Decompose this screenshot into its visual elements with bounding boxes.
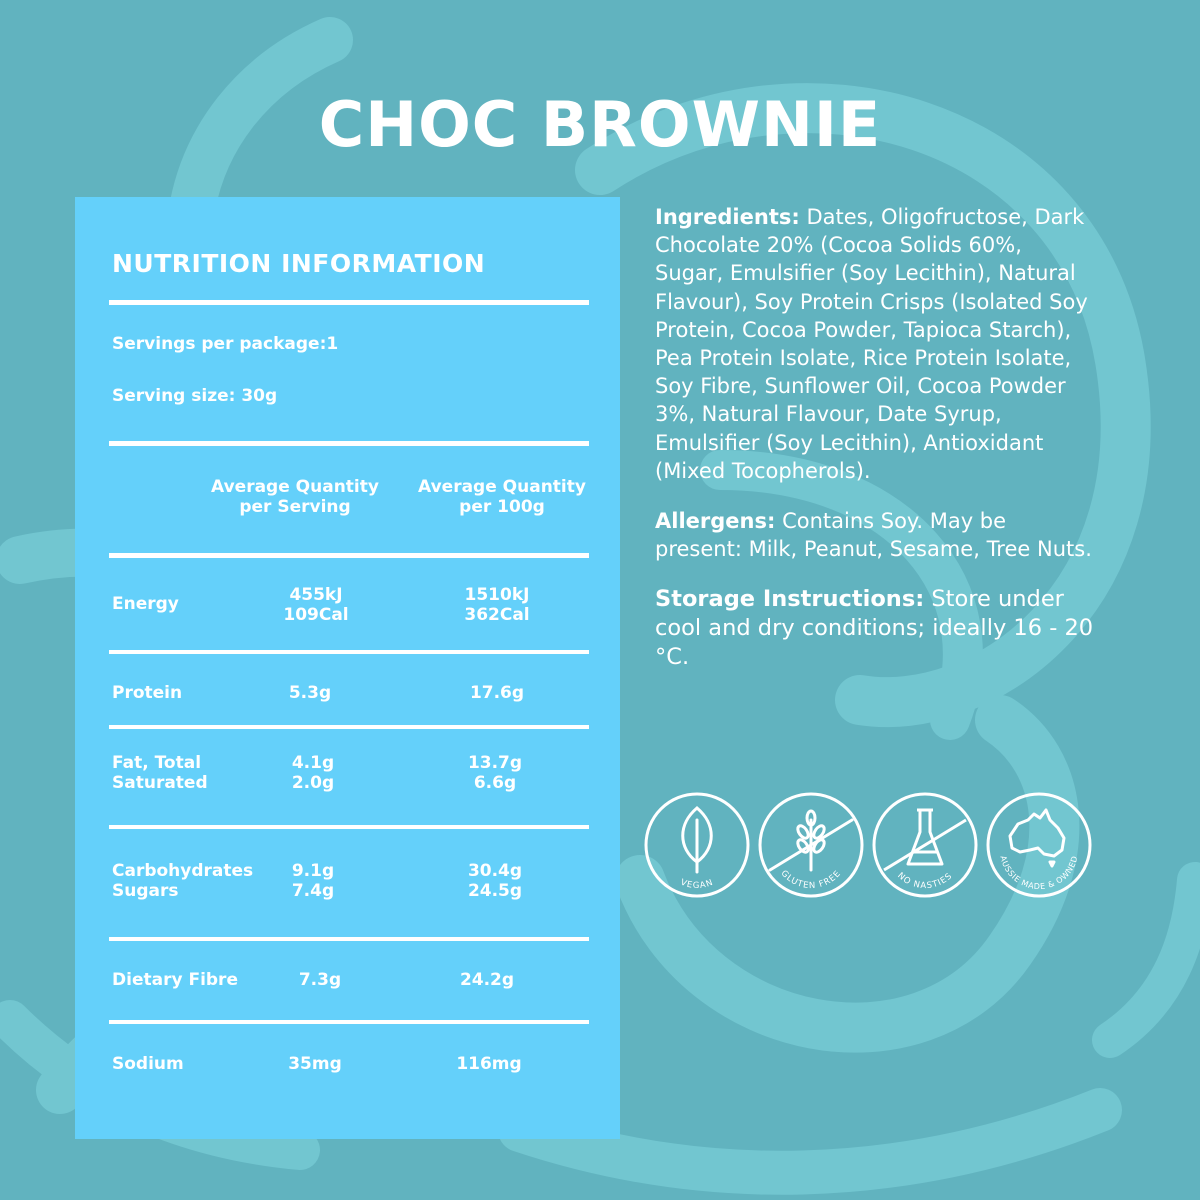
no-nasties-badge: [870, 790, 980, 900]
allergens-text: Contains Soy. May be present: Milk, Peanut, Sesame, Tree Nuts.: [655, 509, 1092, 562]
nutrition-heading: NUTRITION INFORMATION: [112, 249, 486, 278]
ingredients-label: Ingredients:: [655, 205, 800, 229]
column-header-per-100g: [402, 477, 602, 517]
svg-text:VEGAN: [679, 878, 715, 891]
energy-per-100g: [447, 585, 547, 625]
value: 362Cal: [464, 605, 530, 625]
divider: [109, 825, 589, 829]
column-header-per-serving: [195, 477, 395, 517]
ingredients-text: Dates, Oligofructose, Dark Chocolate 20% (Cocoa Solids 60%, Sugar, Emulsifier (Soy Lecithin), Natural Flavour), Soy Protein Crisps (Isolated Soy Protein, Cocoa Powder, Tapioca Starch), Pea Protein Isolate, Rice Protein Isolate, Soy Fibre, Sunflower Oil, Cocoa Powder 3%, Natural Flavour, Date Syrup, Emulsifier (Soy Lecithin), Antioxidant (Mixed Tocopherols).: [655, 205, 1088, 483]
wheat-crossed-icon: [770, 811, 852, 870]
fat-per-100g: [445, 753, 545, 793]
allergens: [655, 507, 1095, 563]
carbohydrates-per-100g: [445, 861, 545, 901]
row-label-carbohydrates: [112, 861, 253, 901]
australia-map-icon: [1010, 810, 1064, 866]
protein-per-100g: 17.6g: [469, 683, 525, 703]
servings-per-package: Servings per package:1: [112, 334, 339, 354]
label-line: Saturated: [112, 773, 208, 793]
product-title: CHOC BROWNIE: [318, 88, 882, 161]
value: 2.0g: [291, 773, 335, 793]
serving-size: Serving size: 30g: [112, 386, 278, 406]
value: 9.1g: [291, 861, 335, 881]
sodium-per-serving: 35mg: [288, 1054, 342, 1074]
flask-crossed-icon: [884, 810, 966, 870]
row-label-fat: [112, 753, 208, 793]
allergens-label: Allergens:: [655, 509, 776, 534]
sodium-per-100g: 116mg: [456, 1054, 522, 1074]
divider: [109, 441, 589, 446]
fat-per-serving: [263, 753, 363, 793]
badge-label: NO NASTIES: [895, 870, 955, 892]
column-header-line: per Serving: [239, 497, 351, 517]
carbohydrates-per-serving: [263, 861, 363, 901]
row-label-dietary-fibre: Dietary Fibre: [112, 970, 238, 990]
svg-text:NO NASTIES: [895, 871, 954, 891]
badge-label: AUSSIE MADE & OWNED: [998, 854, 1080, 892]
value: 7.4g: [291, 881, 335, 901]
aussie-made-badge: [984, 790, 1094, 900]
storage-label: Storage Instructions:: [655, 586, 925, 613]
fibre-per-serving: 7.3g: [298, 970, 342, 990]
fibre-per-100g: 24.2g: [459, 970, 515, 990]
row-label-protein: Protein: [112, 683, 183, 703]
label-line: Carbohydrates: [112, 861, 254, 881]
value: 109Cal: [283, 605, 349, 625]
value: 455kJ: [289, 585, 343, 605]
svg-text:GLUTEN FREE: [779, 869, 844, 892]
value: 6.6g: [473, 773, 517, 793]
divider: [109, 553, 589, 558]
vegan-badge: [642, 790, 752, 900]
divider: [109, 300, 589, 305]
divider: [109, 650, 589, 654]
gluten-free-badge: [756, 790, 866, 900]
energy-per-serving: [266, 585, 366, 625]
divider: [109, 1020, 589, 1024]
leaf-icon: [683, 808, 712, 872]
value: 13.7g: [467, 753, 523, 773]
ingredients: [655, 203, 1095, 485]
column-header-line: Average Quantity: [418, 477, 586, 497]
column-header-line: Average Quantity: [211, 477, 379, 497]
row-label-energy: Energy: [112, 594, 179, 614]
row-label-sodium: Sodium: [112, 1054, 184, 1074]
badge-label: GLUTEN FREE: [778, 868, 844, 892]
protein-per-serving: 5.3g: [288, 683, 332, 703]
badges-row: [642, 790, 1102, 910]
value: 1510kJ: [464, 585, 530, 605]
value: 30.4g: [467, 861, 523, 881]
badge-label: VEGAN: [678, 877, 716, 892]
nutrition-panel: [75, 197, 620, 1139]
value: 4.1g: [291, 753, 335, 773]
column-header-line: per 100g: [459, 497, 545, 517]
divider: [109, 725, 589, 729]
divider: [109, 937, 589, 941]
storage-text: Store under cool and dry conditions; ideally 16 - 20 °C.: [655, 586, 1094, 671]
storage-instructions: [655, 585, 1095, 672]
label-line: Fat, Total: [112, 753, 202, 773]
value: 24.5g: [467, 881, 523, 901]
product-info: [655, 203, 1095, 694]
label-line: Sugars: [112, 881, 179, 901]
